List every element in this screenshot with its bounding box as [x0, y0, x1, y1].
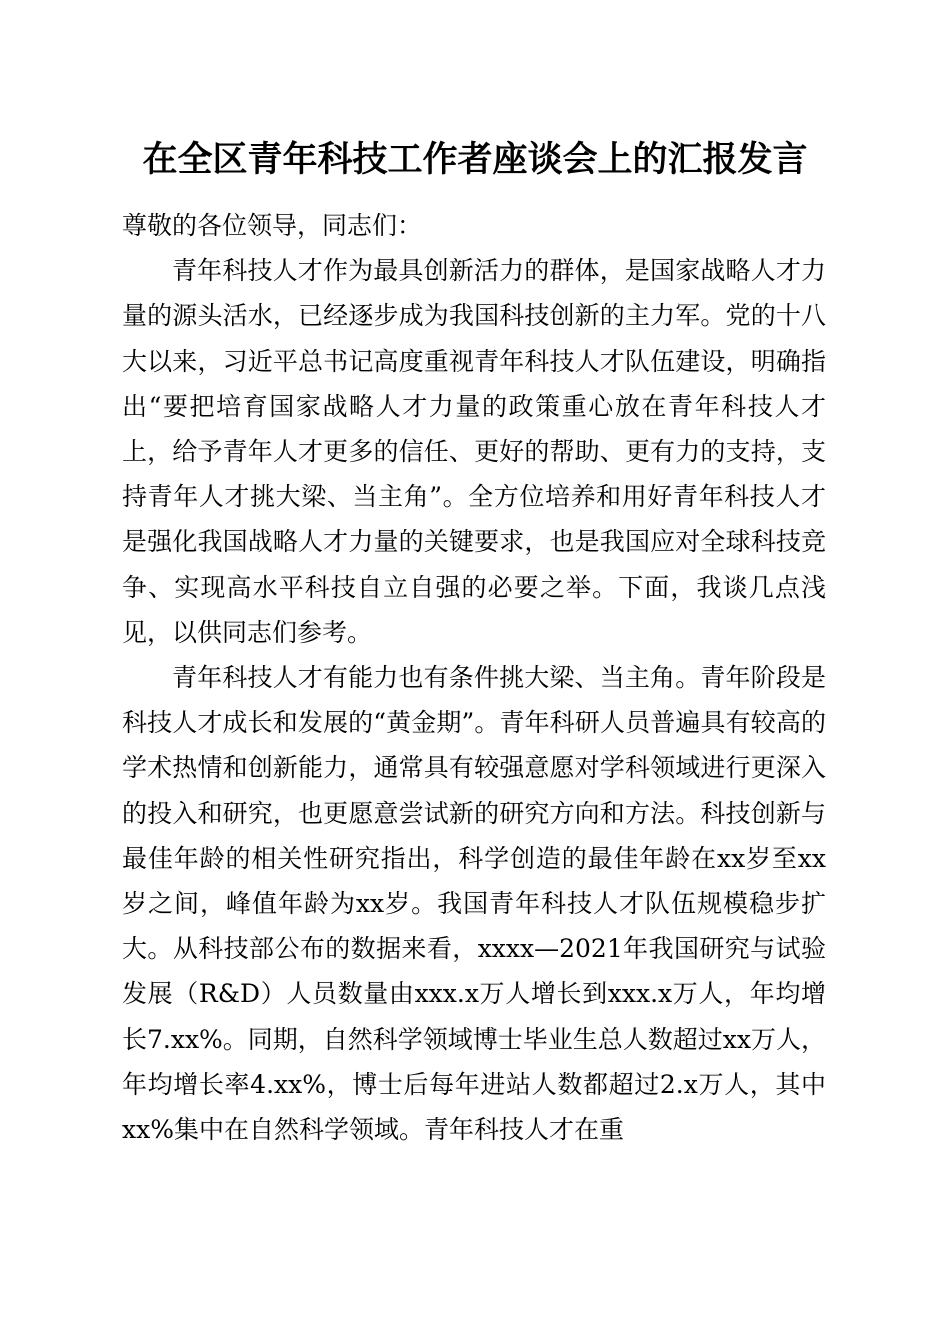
paragraph-1: 青年科技人才作为最具创新活力的群体，是国家战略人才力量的源头活水，已经逐步成为我国科技创新的主力军。党的十八大以来，习近平总书记高度重视青年科技人才队伍建设，明确指出“要把培育国家战略人才力量的政策重心放在青年科技人才上，给予青年人才更多的信任、更好的帮助、更有力的支持，支持青年人才挑大梁、当主角”。全方位培养和用好青年科技人才是强化我国战略人才力量的关键要求，也是我国应对全球科技竞争、实现高水平科技自立自强的必要之举。下面，我谈几点浅见，以供同志们参考。 [122, 256, 826, 647]
document-title: 在全区青年科技工作者座谈会上的汇报发言 [142, 139, 808, 180]
salutation: 尊敬的各位领导，同志们： [122, 211, 423, 240]
document-body [122, 203, 826, 1152]
paragraph-2: 青年科技人才有能力也有条件挑大梁、当主角。青年阶段是科技人才成长和发展的“黄金期”。青年科研人员普遍具有较高的学术热情和创新能力，通常具有较强意愿对学科领域进行更深入的投入和研究，也更愿意尝试新的研究方向和方法。科技创新与最佳年龄的相关性研究指出，科学创造的最佳年龄在xx岁至xx岁之间，峰值年龄为xx岁。我国青年科技人才队伍规模稳步扩大。从科技部公布的数据来看，xxxx—2021年我国研究与试验发展（R&D）人员数量由xxx.x万人增长到xxx.x万人，年均增长7.xx%。同期，自然科学领域博士毕业生总人数超过xx万人，年均增长率4.xx%，博士后每年进站人数都超过2.x万人，其中xx%集中在自然科学领域。青年科技人才在重 [122, 663, 827, 1145]
